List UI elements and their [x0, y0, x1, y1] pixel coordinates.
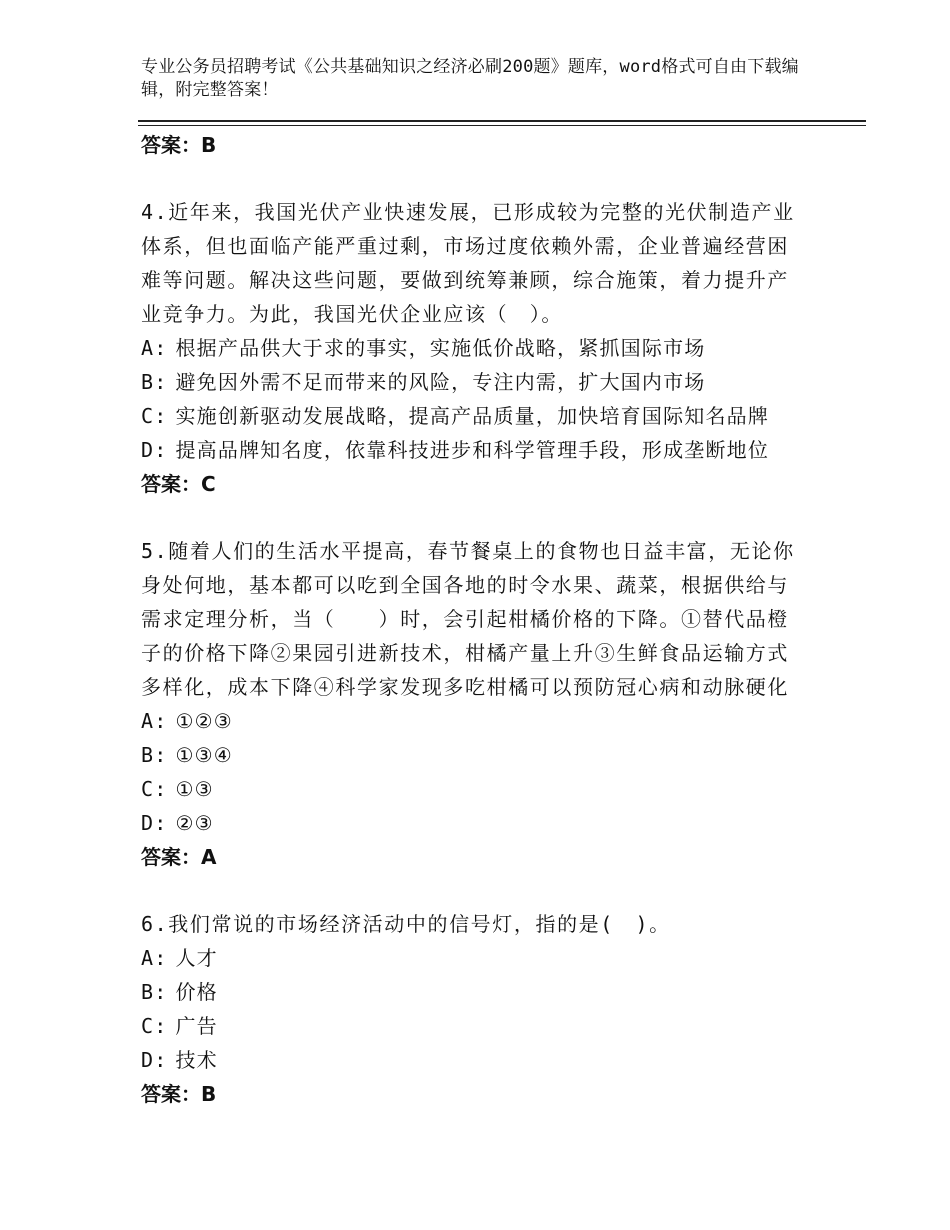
question-text: 5.随着人们的生活水平提高，春节餐桌上的食物也日益丰富，无论你身处何地，基本都可以吃到全国各地的时令水果、蔬菜，根据供给与需求定理分析，当（ ）时，会引起柑橘价格的下降。①替代品橙子的价格下降②果园引进新技术，柑橘产量上升③生鲜食品运输方式多样化，成本下降④科学家发现多吃柑橘可以预防冠心病和动脉硬化 [141, 539, 795, 699]
option-text: 实施创新驱动发展战略，提高产品质量，加快培育国际知名品牌 [175, 404, 770, 428]
header-rule-thick [138, 120, 866, 122]
option-text: ②③ [175, 811, 214, 835]
document-body [141, 128, 801, 1111]
question-text: 4.近年来，我国光伏产业快速发展，已形成较为完整的光伏制造产业体系，但也面临产能严重过剩，市场过度依赖外需，企业普遍经营困难等问题。解决这些问题，要做到统筹兼顾，综合施策，着力提升产业竞争力。为此，我国光伏企业应该（ ）。 [141, 200, 795, 326]
option-text: ①③④ [175, 743, 233, 767]
option-a [141, 704, 801, 738]
answer-line: 答案：A [141, 845, 217, 869]
option-text: 技术 [175, 1048, 218, 1072]
option-label: C: [141, 1014, 168, 1038]
option-d [141, 1043, 801, 1077]
option-c [141, 1009, 801, 1043]
option-label: A: [141, 946, 168, 970]
option-a [141, 941, 801, 975]
option-a [141, 331, 801, 365]
option-label: D: [141, 1048, 168, 1072]
option-label: B: [141, 743, 168, 767]
option-text: ①②③ [175, 709, 233, 733]
option-text: ①③ [175, 777, 214, 801]
option-label: D: [141, 438, 168, 462]
option-label: C: [141, 777, 168, 801]
option-label: A: [141, 709, 168, 733]
page-header: 专业公务员招聘考试《公共基础知识之经济必刷200题》题库，word格式可自由下载编辑，附完整答案！ [141, 57, 799, 100]
answer-line: 答案：C [141, 472, 216, 496]
option-b [141, 738, 801, 772]
option-text: 提高品牌知名度，依靠科技进步和科学管理手段，形成垄断地位 [175, 438, 770, 462]
option-b [141, 975, 801, 1009]
option-text: 避免因外需不足而带来的风险，专注内需，扩大国内市场 [175, 370, 706, 394]
option-b [141, 365, 801, 399]
option-text: 广告 [175, 1014, 218, 1038]
option-label: B: [141, 370, 168, 394]
header-rule-thin [138, 125, 866, 126]
option-d [141, 806, 801, 840]
option-label: C: [141, 404, 168, 428]
answer-line: 答案：B [141, 1082, 217, 1106]
option-d [141, 433, 801, 467]
option-label: D: [141, 811, 168, 835]
option-c [141, 772, 801, 806]
option-label: B: [141, 980, 168, 1004]
option-text: 根据产品供大于求的事实，实施低价战略，紧抓国际市场 [175, 336, 706, 360]
option-c [141, 399, 801, 433]
option-text: 人才 [175, 946, 218, 970]
option-text: 价格 [175, 980, 218, 1004]
question-text: 6.我们常说的市场经济活动中的信号灯，指的是( )。 [141, 912, 671, 936]
option-label: A: [141, 336, 168, 360]
answer-line: 答案：B [141, 133, 217, 157]
